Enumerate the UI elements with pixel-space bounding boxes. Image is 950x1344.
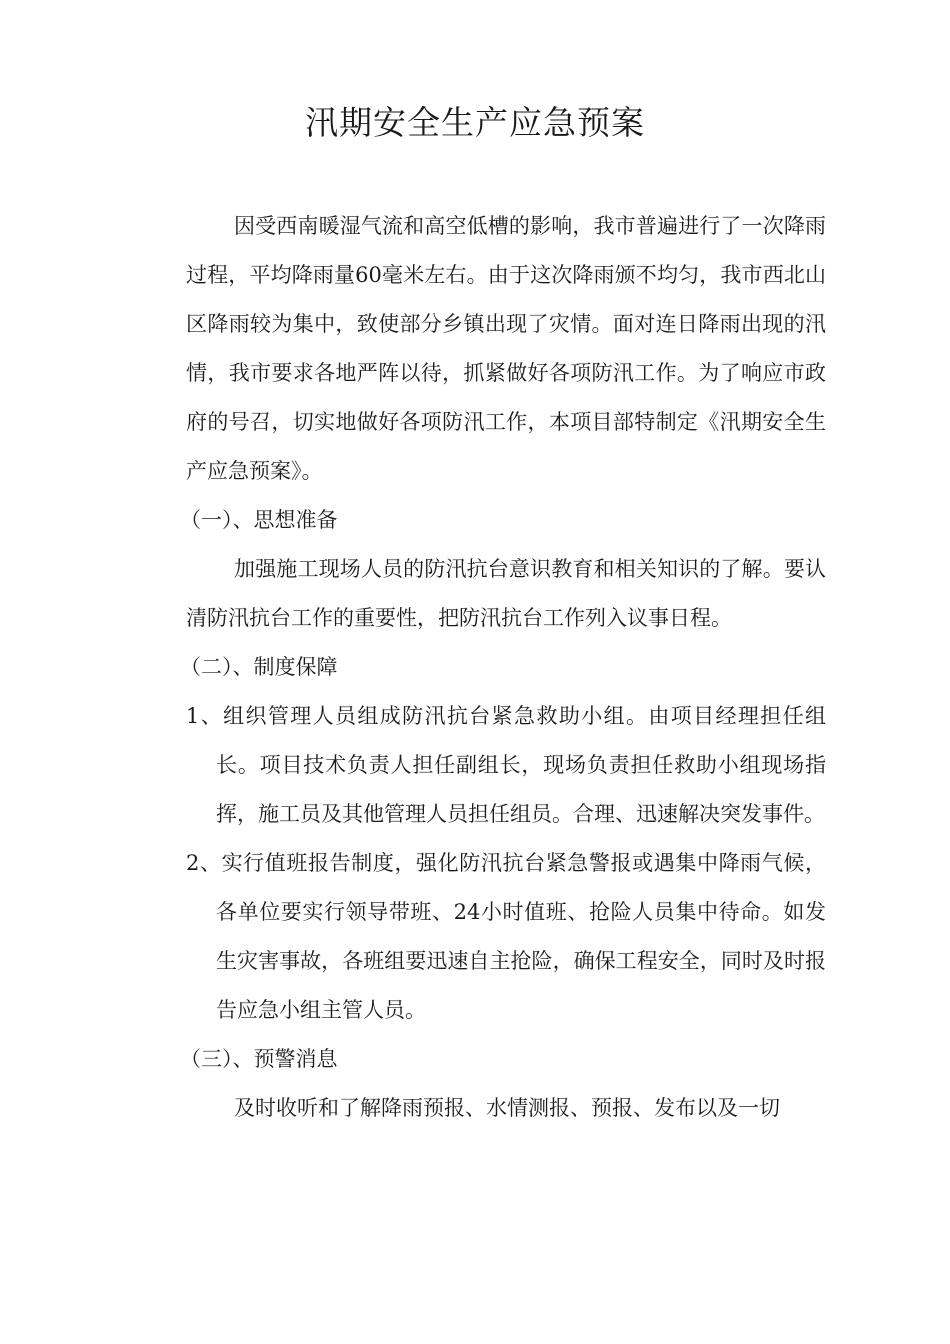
intro-paragraph: 因受西南暖湿气流和高空低槽的影响，我市普遍进行了一次降雨过程，平均降雨量60毫米左右。由于这次降雨颁不均匀，我市西北山区降雨较为集中，致使部分乡镇出现了灾情。面对连日降雨出现的汛情，我市要求各地严阵以待，抓紧做好各项防汛工作。为了响应市政府的号召，切实地做好各项防汛工作，本项目部特制定《汛期安全生产应急预案》。 bbox=[186, 214, 826, 483]
document-body bbox=[180, 202, 826, 1133]
document-title: 汛期安全生产应急预案 bbox=[305, 103, 645, 142]
list-item-emergency-team: 1、组织管理人员组成防汛抗台紧急救助小组。由项目经理担任组长。项目技术负责人担任副组长，现场负责担任救助小组现场指挥，施工员及其他管理人员担任组员。合理、迅速解决突发事件。 bbox=[186, 704, 826, 826]
section-heading-thinking-preparation: （一）、思想准备 bbox=[180, 508, 338, 532]
list-item-duty-report: 2、实行值班报告制度，强化防汛抗台紧急警报或遇集中降雨气候，各单位要实行领导带班、24小时值班、抢险人员集中待命。如发生灾害事故，各班组要迅速自主抢险，确保工程安全，同时及时报告应急小组主管人员。 bbox=[186, 851, 826, 1022]
section-paragraph-early-warning: 及时收听和了解降雨预报、水情测报、预报、发布以及一切 bbox=[234, 1096, 780, 1120]
section-heading-system-guarantee: （二）、制度保障 bbox=[180, 655, 338, 679]
section-heading-early-warning: （三）、预警消息 bbox=[180, 1047, 338, 1071]
section-paragraph-thinking-preparation: 加强施工现场人员的防汛抗台意识教育和相关知识的了解。要认清防汛抗台工作的重要性，把防汛抗台工作列入议事日程。 bbox=[186, 557, 826, 630]
